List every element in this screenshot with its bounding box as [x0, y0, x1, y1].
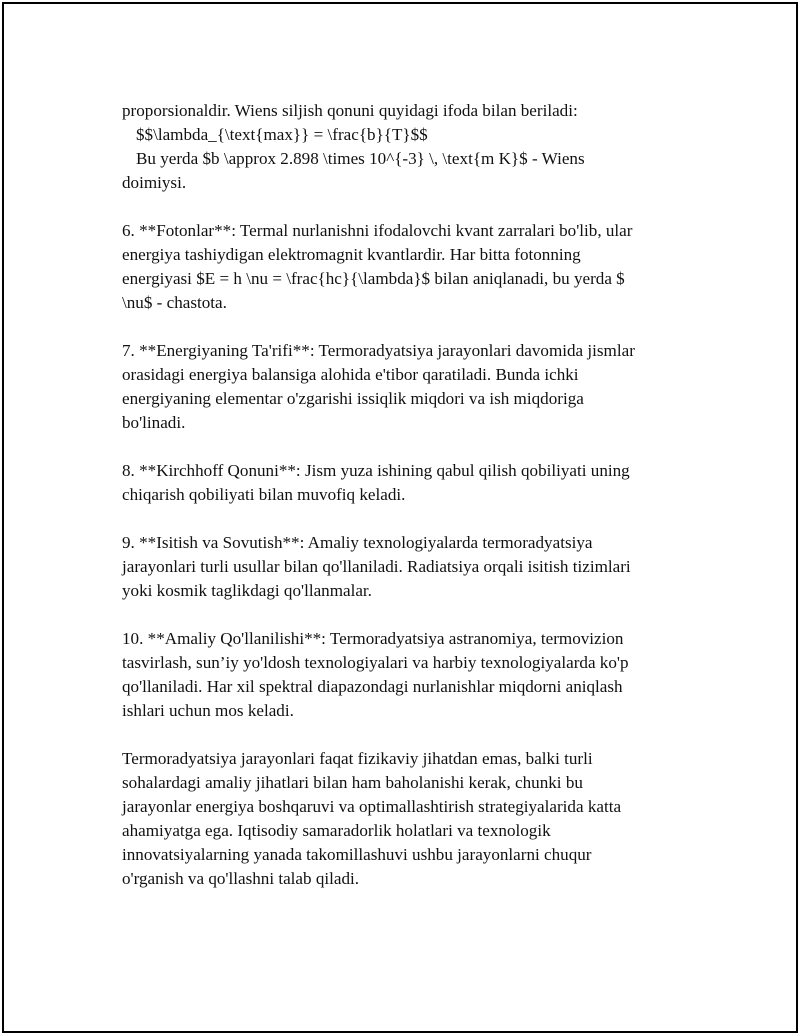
text-line: Termoradyatsiya jarayonlari faqat fizikaviy jihatdan emas, balki turli [122, 749, 593, 768]
text-line: 6. **Fotonlar**: Termal nurlanishni ifodalovchi kvant zarralari bo'lib, ular [122, 221, 633, 240]
text-line: sohalardagi amaliy jihatlari bilan ham baholanishi kerak, chunki bu [122, 773, 583, 792]
paragraph-gap [122, 435, 694, 459]
text-line: bo'linadi. [122, 413, 186, 432]
text-line: jarayonlar energiya boshqaruvi va optimallashtirish strategiyalarida katta [122, 797, 622, 816]
text-line: 7. **Energiyaning Ta'rifi**: Termoradyatsiya jarayonlari davomida jismlar [122, 341, 635, 360]
conclusion-paragraph [122, 747, 694, 891]
text-line: \nu$ - chastota. [122, 293, 227, 312]
text-line: doimiysi. [122, 173, 187, 192]
text-line: ahamiyatga ega. Iqtisodiy samaradorlik holatlari va texnologik [122, 821, 551, 840]
text-line: orasidagi energiya balansiga alohida e'tibor qaratiladi. Bunda ichki [122, 365, 579, 384]
text-line: tasvirlash, sun’iy yo'ldosh texnologiyalari va harbiy texnologiyalarda ko'p [122, 653, 629, 672]
list-item-6 [122, 219, 694, 315]
intro-paragraph [122, 99, 694, 195]
paragraph-gap [122, 507, 694, 531]
page-frame [2, 2, 798, 1033]
text-line: energiyaning elementar o'zgarishi issiqlik miqdori va ish miqdoriga [122, 389, 584, 408]
text-line: yoki kosmik taglikdagi qo'llanmalar. [122, 581, 372, 600]
text-line: proporsionaldir. Wiens siljish qonuni quyidagi ifoda bilan beriladi: [122, 101, 578, 120]
document-body [122, 99, 694, 891]
list-item-10 [122, 627, 694, 723]
paragraph-gap [122, 315, 694, 339]
formula-line: $$\lambda_{\text{max}} = \frac{b}{T}$$ [136, 125, 428, 144]
text-line: Bu yerda $b \approx 2.898 \times 10^{-3} \, \text{m K}$ - Wiens [136, 149, 585, 168]
text-line: jarayonlari turli usullar bilan qo'llaniladi. Radiatsiya orqali isitish tizimlari [122, 557, 631, 576]
list-item-8 [122, 459, 694, 507]
text-line: qo'llaniladi. Har xil spektral diapazondagi nurlanishlar miqdorni aniqlash [122, 677, 623, 696]
text-line: energiyasi $E = h \nu = \frac{hc}{\lambda}$ bilan aniqlanadi, bu yerda $ [122, 269, 625, 288]
text-line: 10. **Amaliy Qo'llanilishi**: Termoradyatsiya astranomiya, termovizion [122, 629, 624, 648]
text-line: innovatsiyalarning yanada takomillashuvi ushbu jarayonlarni chuqur [122, 845, 592, 864]
list-item-9 [122, 531, 694, 603]
text-line: chiqarish qobiliyati bilan muvofiq keladi. [122, 485, 406, 504]
text-line: energiya tashiydigan elektromagnit kvantlardir. Har bitta fotonning [122, 245, 581, 264]
text-line: ishlari uchun mos keladi. [122, 701, 294, 720]
text-line: 9. **Isitish va Sovutish**: Amaliy texnologiyalarda termoradyatsiya [122, 533, 593, 552]
text-line: o'rganish va qo'llashni talab qiladi. [122, 869, 360, 888]
list-item-7 [122, 339, 694, 435]
paragraph-gap [122, 723, 694, 747]
paragraph-gap [122, 603, 694, 627]
paragraph-gap [122, 195, 694, 219]
text-line: 8. **Kirchhoff Qonuni**: Jism yuza ishining qabul qilish qobiliyati uning [122, 461, 630, 480]
